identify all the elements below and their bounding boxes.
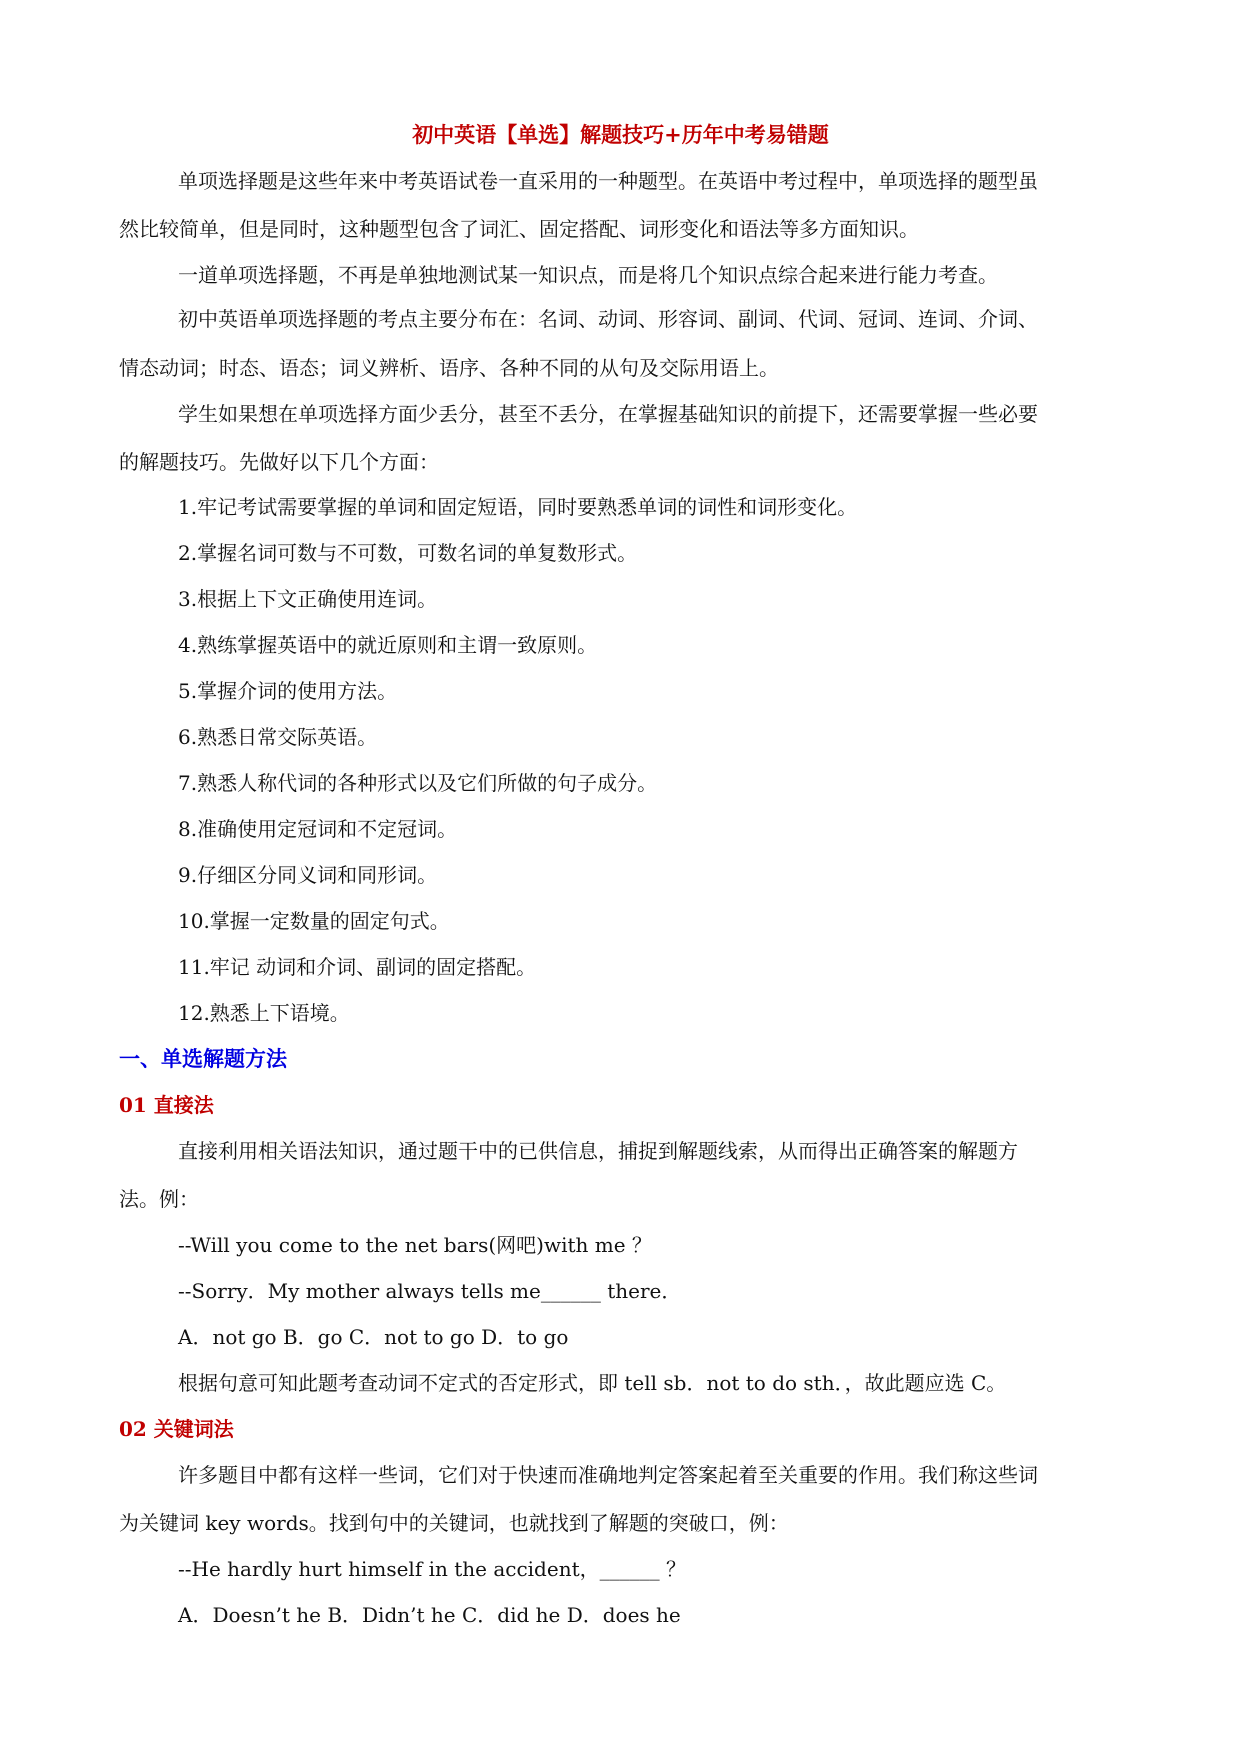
intro-paragraph-1-line-2: 然比较简单，但是同时，这种题型包含了词汇、固定搭配、词形变化和语法等多方面知识。 xyxy=(119,217,919,241)
example-1-explanation: 根据句意可知此题考查动词不定式的否定形式，即 tell sb．not to do sth．，故此题应选 C。 xyxy=(178,1371,1007,1395)
justified-line xyxy=(178,168,1122,194)
intro-paragraph-1-line-1 xyxy=(0,168,1241,194)
section-heading: 一、单选解题方法 xyxy=(119,1046,287,1071)
tip-item: 10.掌握一定数量的固定句式。 xyxy=(178,909,450,933)
tip-item: 5.掌握介词的使用方法。 xyxy=(178,679,398,703)
tip-item: 1.牢记考试需要掌握的单词和固定短语，同时要熟悉单词的词性和词形变化。 xyxy=(178,495,858,519)
intro-text: 单项选择题是这些年来中考英语试卷一直采用的一种题型。在英语中考过程中，单项选择的题型虽 xyxy=(178,169,1038,193)
method-2-desc-line-2: 为关键词 key words。找到句中的关键词，也就找到了解题的突破口，例： xyxy=(119,1511,789,1535)
tip-item: 6.熟悉日常交际英语。 xyxy=(178,725,378,749)
method-heading-direct: 01 直接法 xyxy=(119,1093,214,1117)
tip-item: 4.熟练掌握英语中的就近原则和主谓一致原则。 xyxy=(178,633,598,657)
example-1-options: A．not go B．go C．not to go D．to go xyxy=(178,1325,569,1349)
tip-item: 9.仔细区分同义词和同形词。 xyxy=(178,863,438,887)
intro-paragraph-4-line-1: 学生如果想在单项选择方面少丢分，甚至不丢分，在掌握基础知识的前提下，还需要掌握一些必要 xyxy=(178,402,1038,426)
tip-item: 3.根据上下文正确使用连词。 xyxy=(178,587,438,611)
method-heading-keyword: 02 关键词法 xyxy=(119,1417,234,1441)
tip-item: 12.熟悉上下语境。 xyxy=(178,1001,350,1025)
method-1-desc-line-1: 直接利用相关语法知识，通过题干中的已供信息，捕捉到解题线索，从而得出正确答案的解题方 xyxy=(178,1139,1018,1163)
tip-item: 11.牢记 动词和介词、副词的固定搭配。 xyxy=(178,955,537,979)
example-2-question: --He hardly hurt himself in the accident，______ ？ xyxy=(178,1557,686,1581)
method-1-desc-line-2: 法。例： xyxy=(119,1187,199,1211)
tip-item: 8.准确使用定冠词和不定冠词。 xyxy=(178,817,458,841)
example-1-question-line-1: --Will you come to the net bars(网吧)with me ？ xyxy=(178,1233,652,1257)
document-title: 初中英语【单选】解题技巧+历年中考易错题 xyxy=(412,122,829,147)
example-1-question-line-2: --Sorry．My mother always tells me______ there． xyxy=(178,1279,682,1303)
intro-paragraph-3-line-1: 初中英语单项选择题的考点主要分布在：名词、动词、形容词、副词、代词、冠词、连词、介词、 xyxy=(178,307,1038,331)
intro-paragraph-3-line-2: 情态动词；时态、语态；词义辨析、语序、各种不同的从句及交际用语上。 xyxy=(119,356,779,380)
tip-item: 2.掌握名词可数与不可数，可数名词的单复数形式。 xyxy=(178,541,638,565)
method-2-desc-line-1: 许多题目中都有这样一些词，它们对于快速而准确地判定答案起着至关重要的作用。我们称这些词 xyxy=(178,1463,1038,1487)
intro-paragraph-2: 一道单项选择题，不再是单独地测试某一知识点，而是将几个知识点综合起来进行能力考查。 xyxy=(178,263,998,287)
example-2-options: A．Doesn’t he B．Didn’t he C．did he D．does he xyxy=(178,1603,681,1627)
intro-paragraph-4-line-2: 的解题技巧。先做好以下几个方面： xyxy=(119,450,439,474)
tip-item: 7.熟悉人称代词的各种形式以及它们所做的句子成分。 xyxy=(178,771,658,795)
